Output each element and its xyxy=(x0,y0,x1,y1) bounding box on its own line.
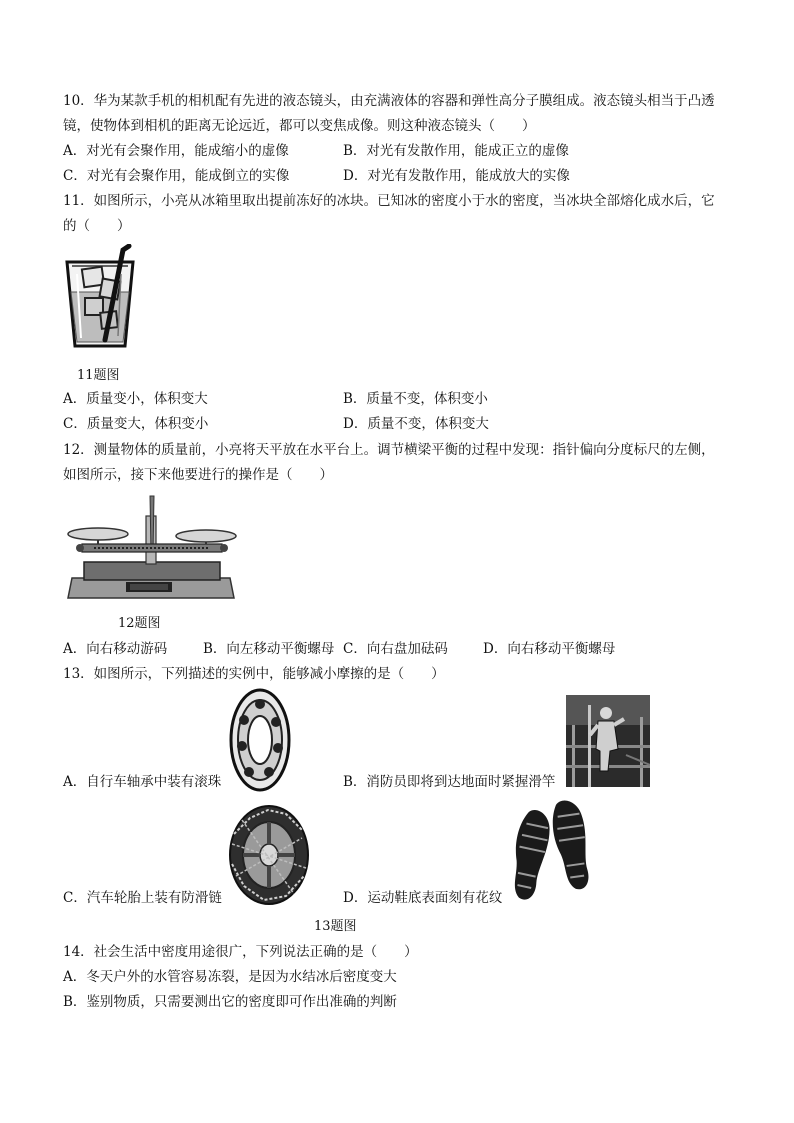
q10-option-a: A．对光有会聚作用，能成缩小的虚像 xyxy=(63,143,289,159)
snow-chain-tire-figure xyxy=(228,804,310,906)
q13-option-d: D．运动鞋底表面刻有花纹 xyxy=(343,890,503,906)
q11-stem-line1: 11．如图所示，小亮从冰箱里取出提前冻好的冰块。已知冰的密度小于水的密度，当冰块全部熔化成水后，它 xyxy=(63,193,715,209)
q12-option-c: C．向右盘加砝码 xyxy=(343,641,448,657)
q14-option-b: B．鉴别物质，只需要测出它的密度即可作出准确的判断 xyxy=(63,994,397,1010)
q13-option-b: B．消防员即将到达地面时紧握滑竿 xyxy=(343,774,556,790)
sneaker-soles-figure xyxy=(508,797,594,903)
q11-option-b: B．质量不变，体积变小 xyxy=(343,391,488,407)
q13-option-c: C．汽车轮胎上装有防滑链 xyxy=(63,890,222,906)
q12-figure-caption: 12题图 xyxy=(118,616,161,631)
q10-option-b: B．对光有发散作用，能成正立的虚像 xyxy=(343,143,569,159)
q12-stem-line1: 12．测量物体的质量前，小亮将天平放在水平台上。调节横梁平衡的过程中发现：指针偏向分度标尺的左侧， xyxy=(63,442,715,458)
firefighter-pole-figure xyxy=(566,695,650,787)
q12-option-b: B．向左移动平衡螺母 xyxy=(203,641,335,657)
q12-stem-line2: 如图所示，接下来他要进行的操作是（ ） xyxy=(63,467,333,483)
q13-option-a: A．自行车轴承中装有滚珠 xyxy=(63,774,222,790)
ice-glass-figure xyxy=(63,244,137,350)
balance-scale-figure xyxy=(64,494,238,608)
q11-stem-line2: 的（ ） xyxy=(63,218,131,234)
q12-option-d: D．向右移动平衡螺母 xyxy=(483,641,616,657)
q10-option-d: D．对光有发散作用，能成放大的实像 xyxy=(343,168,570,184)
q10-stem-line2: 镜，使物体到相机的距离无论远近，都可以变焦成像。则这种液态镜头（ ） xyxy=(63,118,536,134)
q13-stem-line1: 13．如图所示，下列描述的实例中，能够减小摩擦的是（ ） xyxy=(63,666,445,682)
q10-option-c: C．对光有会聚作用，能成倒立的实像 xyxy=(63,168,290,184)
q10-stem-line1: 10．华为某款手机的相机配有先进的液态镜头，由充满液体的容器和弹性高分子膜组成。液态镜头相当于凸透 xyxy=(63,93,715,109)
q14-stem-line1: 14．社会生活中密度用途很广，下列说法正确的是（ ） xyxy=(63,944,418,960)
q11-figure-caption: 11题图 xyxy=(77,368,120,383)
q11-option-a: A．质量变小，体积变大 xyxy=(63,391,208,407)
q14-option-a: A．冬天户外的水管容易冻裂，是因为水结冰后密度变大 xyxy=(63,969,397,985)
q11-option-c: C．质量变大，体积变小 xyxy=(63,416,209,432)
ball-bearing-figure xyxy=(229,688,291,792)
q12-option-a: A．向右移动游码 xyxy=(63,641,168,657)
q13-figure-caption: 13题图 xyxy=(314,919,357,934)
q11-option-d: D．质量不变，体积变大 xyxy=(343,416,489,432)
